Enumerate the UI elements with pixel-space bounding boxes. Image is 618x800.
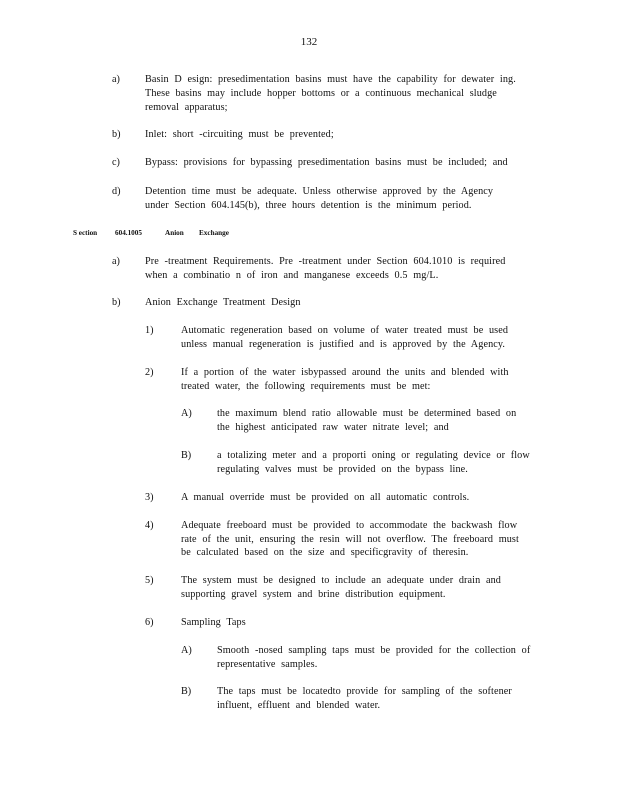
page-number: 132 xyxy=(300,36,318,48)
item-label: b) xyxy=(112,129,121,140)
basin-design-line-3: removal apparatus; xyxy=(145,102,228,113)
item-label: 5) xyxy=(145,575,154,586)
section-title-word-2: Exchange xyxy=(199,229,229,237)
item-label: 2) xyxy=(145,367,154,378)
item-label: a) xyxy=(112,256,120,267)
regeneration-line-1: Automatic regeneration based on volume of water treated must be used xyxy=(181,325,509,336)
detention-line-2: under Section 604.145(b), three hours detention is the minimum period. xyxy=(145,200,472,211)
tap-location-line-1: The taps must be locatedto provide for sampling of the softener xyxy=(217,686,512,697)
smooth-nosed-line-2: representative samples. xyxy=(217,659,318,670)
blend-ratio-line-1: the maximum blend ratio allowable must be determined based on xyxy=(217,408,517,419)
item-label: 6) xyxy=(145,617,154,628)
bypass-portion-line-2: treated water, the following requirements must be met: xyxy=(181,381,431,392)
item-label: B) xyxy=(181,450,192,461)
item-label: A) xyxy=(181,645,192,656)
regeneration-line-2: unless manual regeneration is justified and is approved by the Agency. xyxy=(181,339,506,350)
item-label: 4) xyxy=(145,520,154,531)
blend-ratio-line-2: the highest anticipated raw water nitrate level; and xyxy=(217,422,449,433)
item-label: 3) xyxy=(145,492,154,503)
freeboard-line-2: rate of the unit, ensuring the resin will not overflow. The freeboard must xyxy=(181,534,519,545)
item-label: B) xyxy=(181,686,192,697)
item-label: d) xyxy=(112,186,121,197)
tap-location-line-2: influent, effluent and blended water. xyxy=(217,700,381,711)
item-label: c) xyxy=(112,157,120,168)
underdrain-line-1: The system must be designed to include an adequate under drain and xyxy=(181,575,501,586)
inlet-line-1: Inlet: short -circuiting must be prevented; xyxy=(145,129,334,140)
smooth-nosed-line-1: Smooth -nosed sampling taps must be provided for the collection of xyxy=(217,645,531,656)
totalizing-meter-line-2: regulating valves must be provided on the bypass line. xyxy=(217,464,468,475)
bypass-line-1: Bypass: provisions for bypassing presedimentation basins must be included; and xyxy=(145,157,508,168)
manual-override-line-1: A manual override must be provided on all automatic controls. xyxy=(181,492,470,503)
pretreatment-line-2: when a combinatio n of iron and manganese exceeds 0.5 mg/L. xyxy=(145,270,439,281)
freeboard-line-3: be calculated based on the size and specificgravity of theresin. xyxy=(181,547,469,558)
section-title-word-1: Anion xyxy=(165,229,184,237)
item-label: a) xyxy=(112,74,120,85)
basin-design-line-2: These basins may include hopper bottoms or a continuous mechanical sludge xyxy=(145,88,497,99)
freeboard-line-1: Adequate freeboard must be provided to accommodate the backwash flow xyxy=(181,520,518,531)
underdrain-line-2: supporting gravel system and brine distribution equipment. xyxy=(181,589,446,600)
design-heading: Anion Exchange Treatment Design xyxy=(145,297,301,308)
sampling-taps-heading: Sampling Taps xyxy=(181,617,246,628)
section-prefix: S ection xyxy=(73,229,98,237)
section-number: 604.1005 xyxy=(115,229,142,237)
detention-line-1: Detention time must be adequate. Unless otherwise approved by the Agency xyxy=(145,186,494,197)
totalizing-meter-line-1: a totalizing meter and a proporti oning or regulating device or flow xyxy=(217,450,530,461)
basin-design-line-1: Basin D esign: presedimentation basins must have the capability for dewater ing. xyxy=(145,74,516,85)
item-label: b) xyxy=(112,297,121,308)
pretreatment-line-1: Pre -treatment Requirements. Pre -treatment under Section 604.1010 is required xyxy=(145,256,506,267)
bypass-portion-line-1: If a portion of the water isbypassed around the units and blended with xyxy=(181,367,509,378)
item-label: A) xyxy=(181,408,192,419)
item-label: 1) xyxy=(145,325,154,336)
